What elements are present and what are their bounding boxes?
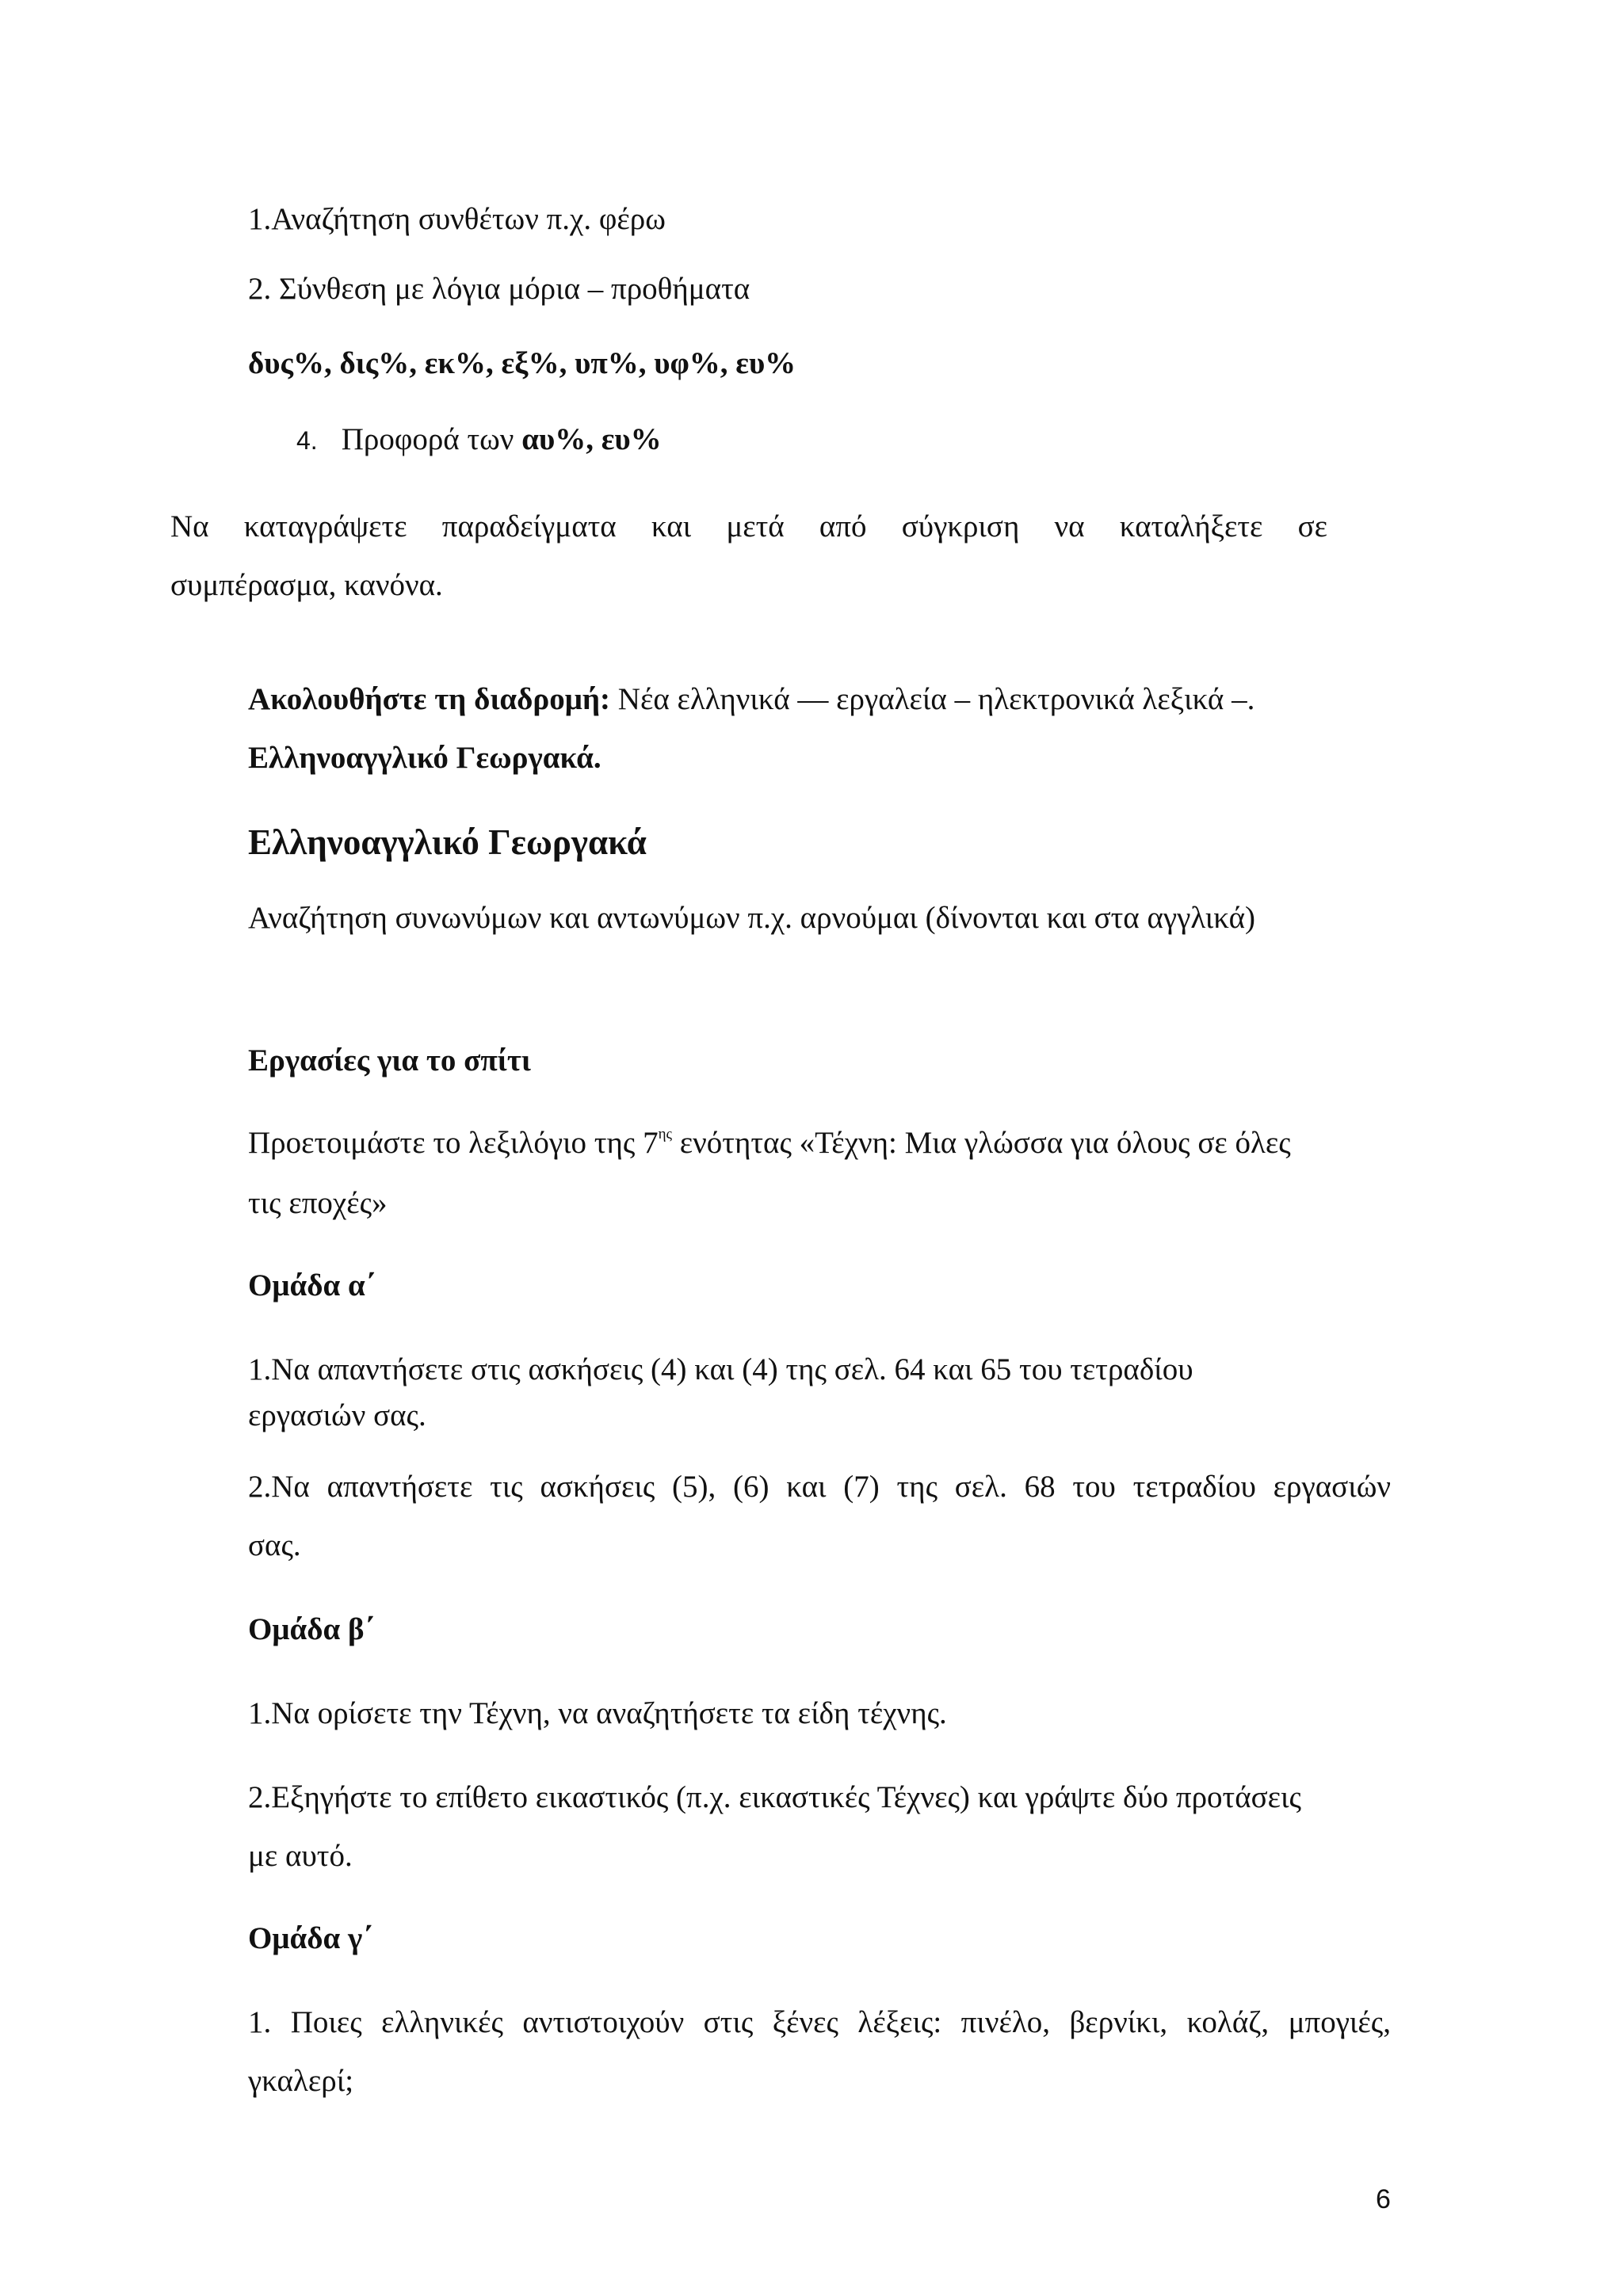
vocabulary-prep-post: ενότητας «Τέχνη: Μια γλώσσα για όλους σε όλες — [672, 1126, 1291, 1160]
line-follow-path — [248, 681, 1254, 719]
group-a-task-2: 2.Να απαντήσετε τις ασκήσεις (5), (6) και (7) της σελ. 68 του τετραδίου εργασιών — [248, 1470, 1391, 1504]
page-number: 6 — [1376, 2184, 1391, 2214]
paragraph-record-examples: Να καταγράψετε παραδείγματα και μετά από σύγκριση να καταλήξετε σε — [170, 509, 1327, 543]
group-b-task-1: 1.Να ορίσετε την Τέχνη, να αναζητήσετε τα είδη τέχνης. — [248, 1696, 947, 1730]
group-a-task-1: 1.Να απαντήσετε στις ασκήσεις (4) και (4) της σελ. 64 και 65 του τετραδίου — [248, 1352, 1193, 1386]
group-c-task-1: 1. Ποιες ελληνικές αντιστοιχούν στις ξένες λέξεις: πινέλο, βερνίκι, κολάζ, μπογιές, — [248, 2005, 1391, 2039]
group-b-task-2: 2.Εξηγήστε το επίθετο εικαστικός (π.χ. εικαστικές Τέχνες) και γράψτε δύο προτάσεις — [248, 1780, 1301, 1814]
group-a-task-1-cont: εργασιών σας. — [248, 1398, 426, 1432]
follow-path-label: Ακολουθήστε τη διαδρομή: — [248, 682, 611, 716]
vocabulary-prep-pre: Προετοιμάστε το λεξιλόγιο της 7 — [248, 1126, 659, 1160]
pronunciation-text: Προφορά των — [341, 422, 522, 456]
line-synonyms-search: Αναζήτηση συνωνύμων και αντωνύμων π.χ. αρνούμαι (δίνονται και στα αγγλικά) — [248, 901, 1256, 935]
group-c-title: Ομάδα γ΄ — [248, 1921, 373, 1955]
ordinal-suffix: ης — [658, 1126, 673, 1142]
group-b-title: Ομάδα β΄ — [248, 1612, 375, 1646]
group-a-task-2-cont: σας. — [248, 1528, 301, 1562]
group-a-title: Ομάδα α΄ — [248, 1268, 376, 1302]
line-prefix-list: δυς%, δις%, εκ%, εξ%, υπ%, υφ%, ευ% — [248, 346, 796, 380]
line-dictionary-name: Ελληνοαγγλικό Γεωργακά. — [248, 741, 601, 775]
pronunciation-bold: αυ%, ευ% — [521, 422, 662, 456]
group-c-task-1-cont: γκαλερί; — [248, 2064, 354, 2098]
line-compound-search: 1.Αναζήτηση συνθέτων π.χ. φέρω — [248, 202, 666, 236]
line-vocabulary-prep-cont: τις εποχές» — [248, 1186, 388, 1220]
line-pronunciation — [296, 421, 662, 459]
line-composition-prefixes: 2. Σύνθεση με λόγια μόρια – προθήματα — [248, 272, 750, 306]
homework-title: Εργασίες για το σπίτι — [248, 1043, 531, 1077]
follow-path-text: Νέα ελληνικά — εργαλεία – ηλεκτρονικά λεξικά –. — [610, 682, 1255, 716]
group-b-task-2-cont: με αυτό. — [248, 1839, 353, 1873]
line-vocabulary-prep — [248, 1125, 1291, 1162]
section-heading: Ελληνοαγγλικό Γεωργακά — [248, 822, 647, 862]
list-number: 4. — [296, 426, 318, 455]
paragraph-record-examples-cont: συμπέρασμα, κανόνα. — [170, 568, 443, 602]
